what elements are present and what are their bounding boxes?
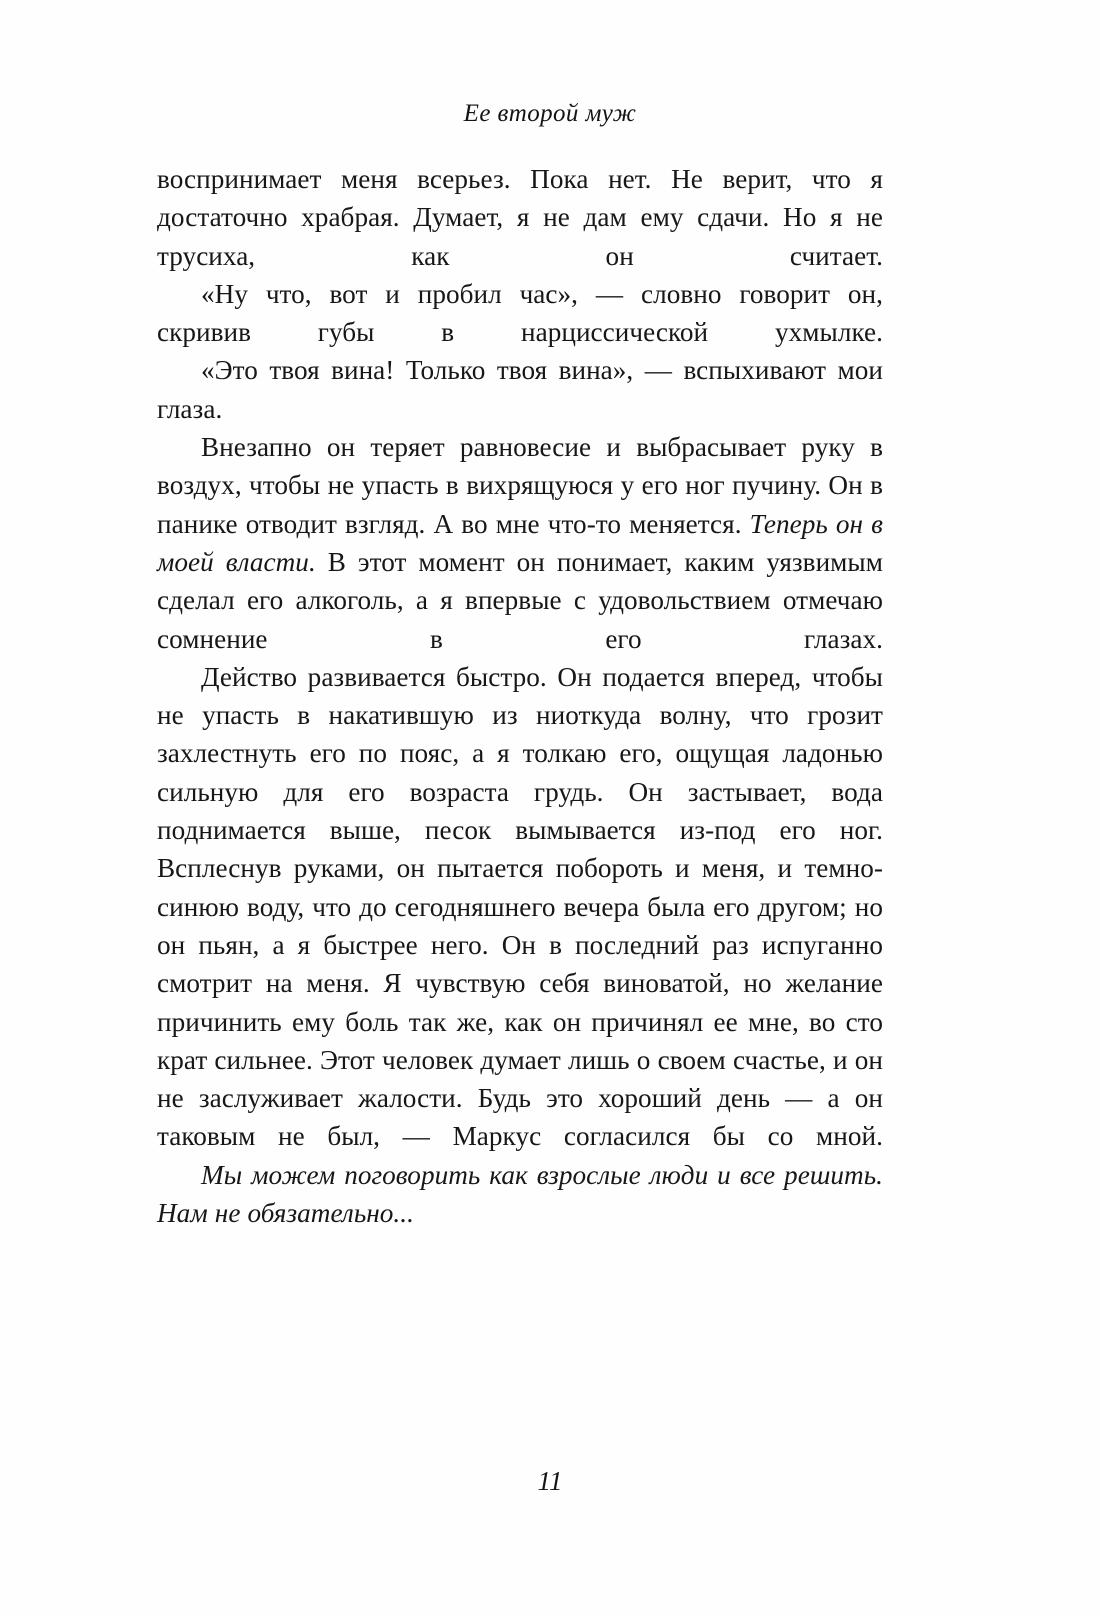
paragraph-5: Действо развивается быстро. Он подается вперед, чтобы не упасть в накатившую из ниоткуда волну, что грозит захлестнуть его по пояс, а я толкаю его, ощущая ладонью сильную для его возраста грудь. Он застывает, вода поднимается выше, песок вымывается из-под его ног. Всплеснув руками, он пытается побороть и меня, и темно-синюю воду, что до сегодняшнего вечера была его другом; но он пьян, а я быстрее него. Он в последний раз испуганно смотрит на меня. Я чувствую себя виноватой, но желание причинить ему боль так же, как он причинял ее мне, во сто крат сильнее. Этот человек думает лишь о своем счастье, и он не заслуживает жалости. Будь это хороший день — а он таковым не был, — Маркус согласился бы со мной. bbox=[157, 661, 883, 1152]
body-text-block bbox=[157, 160, 883, 1232]
paragraph-2: «Ну что, вот и пробил час», — словно говорит он, скривив губы в нарциссической ухмылке. bbox=[157, 278, 883, 348]
paragraph-1: воспринимает меня всерьез. Пока нет. Не верит, что я достаточно храбрая. Думает, я не дам ему сдачи. Но я не трусиха, как он считает. bbox=[157, 164, 883, 271]
paragraph-4-text-before-italic: Внезапно он теряет равновесие и выбрасывает руку в воздух, чтобы не упасть в вихрящуюся у его ног пучину. Он в панике отводит взгляд. А во мне что-то меняется. bbox=[157, 432, 883, 539]
page-number: 11 bbox=[537, 1466, 563, 1496]
paragraph-3: «Это твоя вина! Только твоя вина», — вспыхивают мои глаза. bbox=[157, 355, 883, 424]
paragraph-4-italic-run: Теперь он в моей власти. bbox=[157, 508, 883, 577]
paragraph-4 bbox=[157, 428, 883, 658]
paragraph-4-text-after-italic: В этот момент он понимает, каким уязвимым сделал его алкоголь, а я впервые с удовольствием отмечаю сомнение в его глазах. bbox=[157, 546, 883, 654]
paragraph-6: Мы можем поговорить как взрослые люди и все решить. Нам не обязательно... bbox=[157, 1159, 883, 1229]
running-header: Ее второй муж bbox=[463, 100, 637, 127]
